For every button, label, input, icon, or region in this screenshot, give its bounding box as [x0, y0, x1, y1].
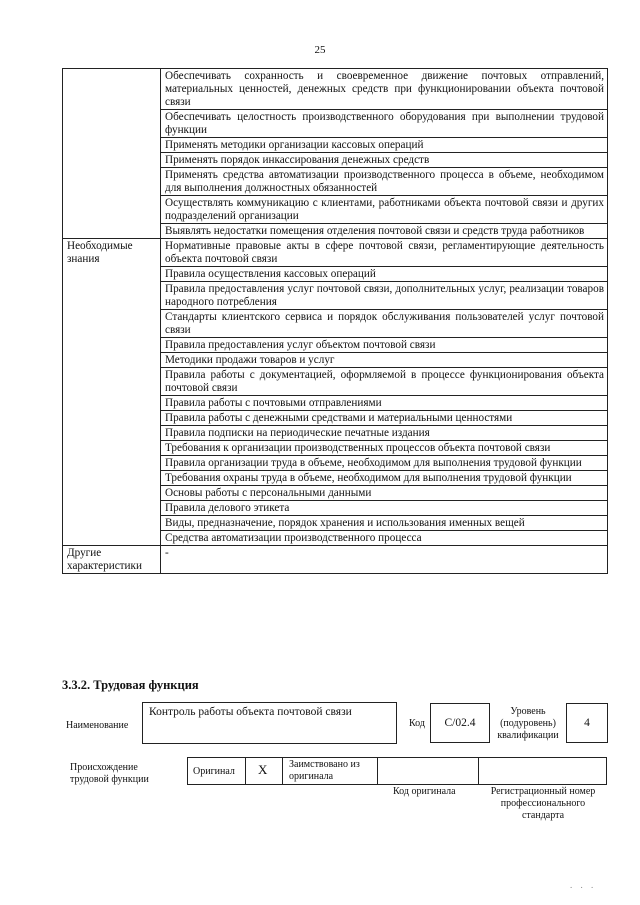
- level-value: 4: [584, 717, 590, 729]
- row-text: Нормативные правовые акты в сфере почтовой связи, регламентирующие деятельность объекта почтовой связи: [161, 239, 608, 267]
- row-group-label: [63, 69, 161, 239]
- row-text: Правила делового этикета: [161, 501, 608, 516]
- reg-label-line-2: профессионального: [500, 798, 586, 809]
- row-text: Требования охраны труда в объеме, необходимом для выполнения трудовой функции: [161, 471, 608, 486]
- borrowed-label-line-1: Заимствовано из: [289, 759, 360, 770]
- table-row: [63, 69, 608, 110]
- original-label: Оригинал: [193, 766, 235, 777]
- level-box: [566, 703, 608, 743]
- code-original-label: Код оригинала: [393, 786, 456, 797]
- level-label: [493, 706, 563, 742]
- row-text: Стандарты клиентского сервиса и порядок обслуживания пользователей услуг почтовой связи: [161, 310, 608, 338]
- code-value: C/02.4: [444, 717, 476, 729]
- code-box: [430, 703, 490, 743]
- level-label-line-3: квалификации: [497, 730, 559, 741]
- row-text: Правила работы с почтовыми отправлениями: [161, 396, 608, 411]
- row-text: Правила работы с денежными средствами и материальными ценностями: [161, 411, 608, 426]
- scan-artifact: . . .: [570, 880, 597, 890]
- original-mark: X: [258, 762, 268, 777]
- origin-label: [70, 762, 149, 786]
- row-text: Правила подписки на периодические печатные издания: [161, 426, 608, 441]
- origin-label-line-1: Происхождение: [70, 762, 138, 773]
- function-name-value: Контроль работы объекта почтовой связи: [149, 706, 352, 718]
- section-title: 3.3.2. Трудовая функция: [62, 678, 199, 692]
- other-value: -: [161, 546, 608, 574]
- row-text: Осуществлять коммуникацию с клиентами, работниками объекта почтовой связи и других подразделений организации: [161, 196, 608, 224]
- borrowed-label-line-2: оригинала: [289, 771, 334, 782]
- row-text: Обеспечивать целостность производственного оборудования при выполнении трудовой функции: [161, 110, 608, 138]
- row-text: Правила организации труда в объеме, необходимом для выполнения трудовой функции: [161, 456, 608, 471]
- other-label: Другие характеристики: [63, 546, 161, 574]
- name-label: Наименование: [66, 720, 129, 731]
- reg-number-label: [483, 786, 603, 822]
- row-text: Обеспечивать сохранность и своевременное движение почтовых отправлений, материальных ценностей, денежных средств при функционировании объекта почтовой связи: [161, 69, 608, 110]
- row-text: Применять порядок инкассирования денежных средств: [161, 153, 608, 168]
- origin-divider-b: [377, 757, 479, 785]
- code-label: Код: [409, 718, 425, 729]
- level-label-line-1: Уровень: [510, 706, 546, 717]
- row-text: Применять методики организации кассовых операций: [161, 138, 608, 153]
- row-text: Основы работы с персональными данными: [161, 486, 608, 501]
- row-text: Виды, предназначение, порядок хранения и использования именных вещей: [161, 516, 608, 531]
- row-text: Правила осуществления кассовых операций: [161, 267, 608, 282]
- origin-label-line-2: трудовой функции: [70, 774, 149, 785]
- row-text: Методики продажи товаров и услуг: [161, 353, 608, 368]
- row-text: Правила предоставления услуг почтовой связи, дополнительных услуг, реализации товаров народного потребления: [161, 282, 608, 310]
- page-number: 25: [314, 44, 326, 56]
- level-label-line-2: (подуровень): [500, 718, 556, 729]
- function-requirements-table: [62, 68, 608, 574]
- row-text: Выявлять недостатки помещения отделения почтовой связи и средств труда работников: [161, 224, 608, 239]
- row-group-label: Необходимые знания: [63, 239, 161, 546]
- table-row: [63, 239, 608, 267]
- borrowed-label: [289, 759, 360, 783]
- row-text: Требования к организации производственных процессов объекта почтовой связи: [161, 441, 608, 456]
- row-text: Правила предоставления услуг объектом почтовой связи: [161, 338, 608, 353]
- row-text: Средства автоматизации производственного процесса: [161, 531, 608, 546]
- row-text: Правила работы с документацией, оформляемой в процессе функционирования объекта почтовой связи: [161, 368, 608, 396]
- reg-label-line-3: стандарта: [521, 810, 565, 821]
- table-row: [63, 546, 608, 574]
- row-text: Применять средства автоматизации производственного процесса в объеме, необходимом для выполнения должностных обязанностей: [161, 168, 608, 196]
- reg-label-line-1: Регистрационный номер: [490, 786, 596, 797]
- function-name-box: [142, 702, 397, 744]
